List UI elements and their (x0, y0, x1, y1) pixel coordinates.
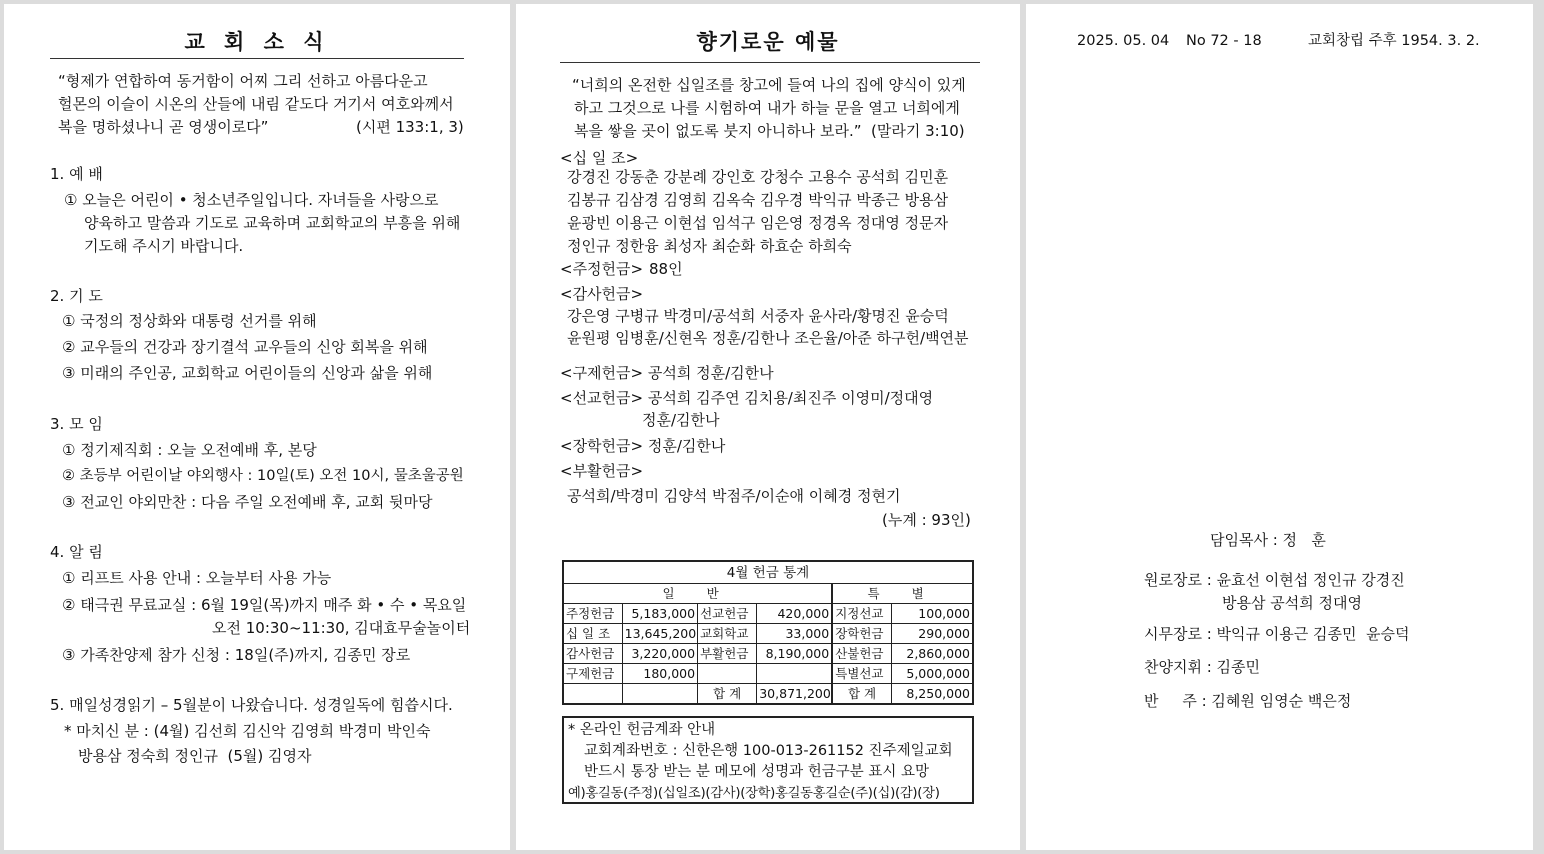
stats-caption: 4월 헌금 통계 (563, 561, 973, 584)
choir-director: 찬양지휘 : 김종민 (1144, 658, 1261, 676)
notice-item-cont: 오전 10:30~11:30, 김대효무술놀이터 (212, 619, 471, 637)
online-line: 교회계좌번호 : 신한은행 100-013-261152 진주제일교회 (584, 743, 953, 759)
stat-label: 산불헌금 (832, 644, 891, 664)
online-account-box (562, 716, 974, 804)
relief-line: <구제헌금> 공석희 정훈/김한나 (560, 364, 774, 382)
stat-label: 감사헌금 (563, 644, 622, 664)
weekly-value: 88인 (649, 260, 683, 278)
stats-special-header: 특 별 (832, 584, 973, 604)
elders-emeritus-cont: 방용삼 공석희 정대영 (1222, 594, 1362, 612)
section-heading-meetings: 3. 모 임 (50, 415, 103, 433)
prayer-item: ② 교우들의 건강과 장기결석 교우들의 신앙 회복을 위해 (62, 338, 428, 356)
stat-label: 구제헌금 (563, 664, 622, 684)
stats-general-header: 일 반 (563, 584, 832, 604)
verse-line: “너희의 온전한 십일조를 창고에 들여 나의 집에 양식이 있게 (572, 76, 966, 94)
active-elders: 시무장로 : 박익규 이용근 김종민 윤승덕 (1144, 625, 1410, 643)
table-row (563, 604, 973, 624)
verse-line: 하고 그것으로 나를 시험하여 내가 하늘 문을 열고 너희에게 (574, 99, 960, 117)
table-row (563, 624, 973, 644)
notice-item: ① 리프트 사용 안내 : 오늘부터 사용 가능 (62, 569, 332, 587)
stat-label: 교회학교 (698, 624, 757, 644)
stat-total-label: 합 계 (698, 684, 757, 705)
worship-line: 기도해 주시기 바랍니다. (84, 237, 244, 255)
notice-item: ③ 가족찬양제 참가 신청 : 18일(주)까지, 김종민 장로 (62, 646, 411, 664)
stat-value: 420,000 (757, 604, 832, 624)
verse-line: 복을 쌓을 곳이 없도록 붓지 아니하나 보라.” (말라기 3:10) (574, 122, 965, 140)
section-heading-prayer: 2. 기 도 (50, 287, 103, 305)
scholarship-line: <장학헌금> 정훈/김한나 (560, 437, 726, 455)
title-rule (560, 62, 980, 63)
notice-item: ② 태극권 무료교실 : 6월 19일(목)까지 매주 화 • 수 • 목요일 (62, 596, 467, 614)
tithe-names: 윤광빈 이용근 이현섭 임석구 임은영 정경옥 정대영 정문자 (567, 214, 949, 232)
stat-value: 180,000 (622, 664, 697, 684)
stat-value: 5,000,000 (891, 664, 973, 684)
stat-value: 100,000 (891, 604, 973, 624)
cover-panel (1026, 4, 1533, 850)
offering-title: 향기로운 예물 (696, 30, 840, 54)
tithe-names: 강경진 강동춘 강분례 강인호 강청수 고용수 공석희 김민훈 (567, 168, 949, 186)
verse-line: “형제가 연합하여 동거함이 어찌 그리 선하고 아름다운고 (58, 72, 428, 90)
stat-total-value: 8,250,000 (891, 684, 973, 705)
stat-label: 주정헌금 (563, 604, 622, 624)
tithe-names: 김봉규 김삼경 김영희 김옥숙 김우경 박익규 박종근 방용삼 (567, 191, 949, 209)
stat-value: 290,000 (891, 624, 973, 644)
table-row (563, 664, 973, 684)
section-heading-bible: 5. 매일성경읽기 – 5월분이 나왔습니다. 성경일독에 힘씁시다. (50, 696, 453, 714)
stat-value: 5,183,000 (622, 604, 697, 624)
bible-line: * 마치신 분 : (4월) 김선희 김신악 김영희 박경미 박인숙 (64, 722, 431, 740)
tithe-label: <십 일 조> (560, 149, 639, 167)
bible-line: 방용삼 정숙희 정인규 (5월) 김영자 (78, 747, 312, 765)
founding-date: 교회창립 주후 1954. 3. 2. (1308, 33, 1480, 49)
stat-total-label: 합 계 (832, 684, 891, 705)
prayer-item: ③ 미래의 주인공, 교회학교 어린이들의 신앙과 삶을 위해 (62, 364, 433, 382)
easter-label: <부활헌금> (560, 462, 644, 480)
verse-line: 복을 명하셨나니 곧 영생이로다” (58, 118, 269, 136)
offering-panel (516, 4, 1020, 850)
easter-names: 공석희/박경미 김양석 박점주/이순애 이혜경 정현기 (567, 487, 901, 505)
stat-label: 십 일 조 (563, 624, 622, 644)
bulletin-date: 2025. 05. 04 (1077, 33, 1170, 49)
thanks-label: <감사헌금> (560, 285, 644, 303)
weekly-label: <주정헌금> (560, 260, 644, 278)
issue-number: No 72 - 18 (1186, 33, 1262, 49)
stat-label (698, 664, 757, 684)
online-line: 반드시 통장 받는 분 메모에 성명과 헌금구분 표시 요망 (584, 764, 930, 780)
thanks-names: 윤원평 임병훈/신현옥 정훈/김한나 조은율/아준 하구헌/백연분 (567, 329, 969, 347)
verse-line: 헐몬의 이슬이 시온의 산들에 내림 같도다 거기서 여호와께서 (58, 95, 454, 113)
online-line: 예)홍길동(주정)(십일조)(감사)(장학)홍길동홍길순(주)(십)(감)(장) (568, 786, 940, 801)
offering-stats-table (562, 560, 974, 705)
stat-label (563, 684, 622, 705)
worship-line: 양육하고 말씀과 기도로 교육하며 교회학교의 부흥을 위해 (84, 214, 461, 232)
stat-label: 특별선교 (832, 664, 891, 684)
accompanists: 반 주 : 김혜원 임영순 백은정 (1144, 692, 1352, 710)
news-title: 교 회 소 식 (184, 30, 330, 54)
worship-line: ① 오늘은 어린이 • 청소년주일입니다. 자녀들을 사랑으로 (64, 191, 439, 209)
elders-emeritus: 원로장로 : 윤효선 이현섭 정인규 강경진 (1144, 571, 1405, 589)
table-row (563, 644, 973, 664)
tithe-names: 정인규 정한융 최성자 최순화 하효순 하희숙 (567, 237, 852, 255)
title-rule (50, 58, 464, 59)
mission-line: <선교헌금> 공석희 김주연 김치용/최진주 이영미/정대영 (560, 389, 934, 407)
section-heading-worship: 1. 예 배 (50, 165, 103, 183)
stat-label: 지정선교 (832, 604, 891, 624)
stat-value: 13,645,200 (622, 624, 697, 644)
table-row (563, 684, 973, 705)
stat-value: 8,190,000 (757, 644, 832, 664)
meeting-item: ① 정기제직회 : 오늘 오전예배 후, 본당 (62, 441, 317, 459)
news-panel (4, 4, 510, 850)
stat-label: 선교헌금 (698, 604, 757, 624)
meeting-item: ② 초등부 어린이날 야외행사 : 10일(토) 오전 10시, 물초울공원 (62, 468, 464, 484)
stat-value: 33,000 (757, 624, 832, 644)
mission-line-cont: 정훈/김한나 (642, 411, 720, 429)
cumulative-total: (누계 : 93인) (882, 511, 971, 529)
online-title: * 온라인 헌금계좌 안내 (568, 722, 716, 738)
stat-total-value: 30,871,200 (757, 684, 832, 705)
section-heading-notices: 4. 알 림 (50, 543, 103, 561)
stat-value: 2,860,000 (891, 644, 973, 664)
stat-value (757, 664, 832, 684)
verse-reference: (시편 133:1, 3) (356, 118, 464, 136)
stat-value (622, 684, 697, 705)
meeting-item: ③ 전교인 야외만찬 : 다음 주일 오전예배 후, 교회 뒷마당 (62, 493, 433, 511)
stat-value: 3,220,000 (622, 644, 697, 664)
stat-label: 장학헌금 (832, 624, 891, 644)
prayer-item: ① 국정의 정상화와 대통령 선거를 위해 (62, 312, 317, 330)
thanks-names: 강은영 구병규 박경미/공석희 서중자 윤사라/황명진 윤승덕 (567, 307, 949, 325)
senior-pastor: 담임목사 : 정 훈 (1210, 531, 1326, 549)
stat-label: 부활헌금 (698, 644, 757, 664)
